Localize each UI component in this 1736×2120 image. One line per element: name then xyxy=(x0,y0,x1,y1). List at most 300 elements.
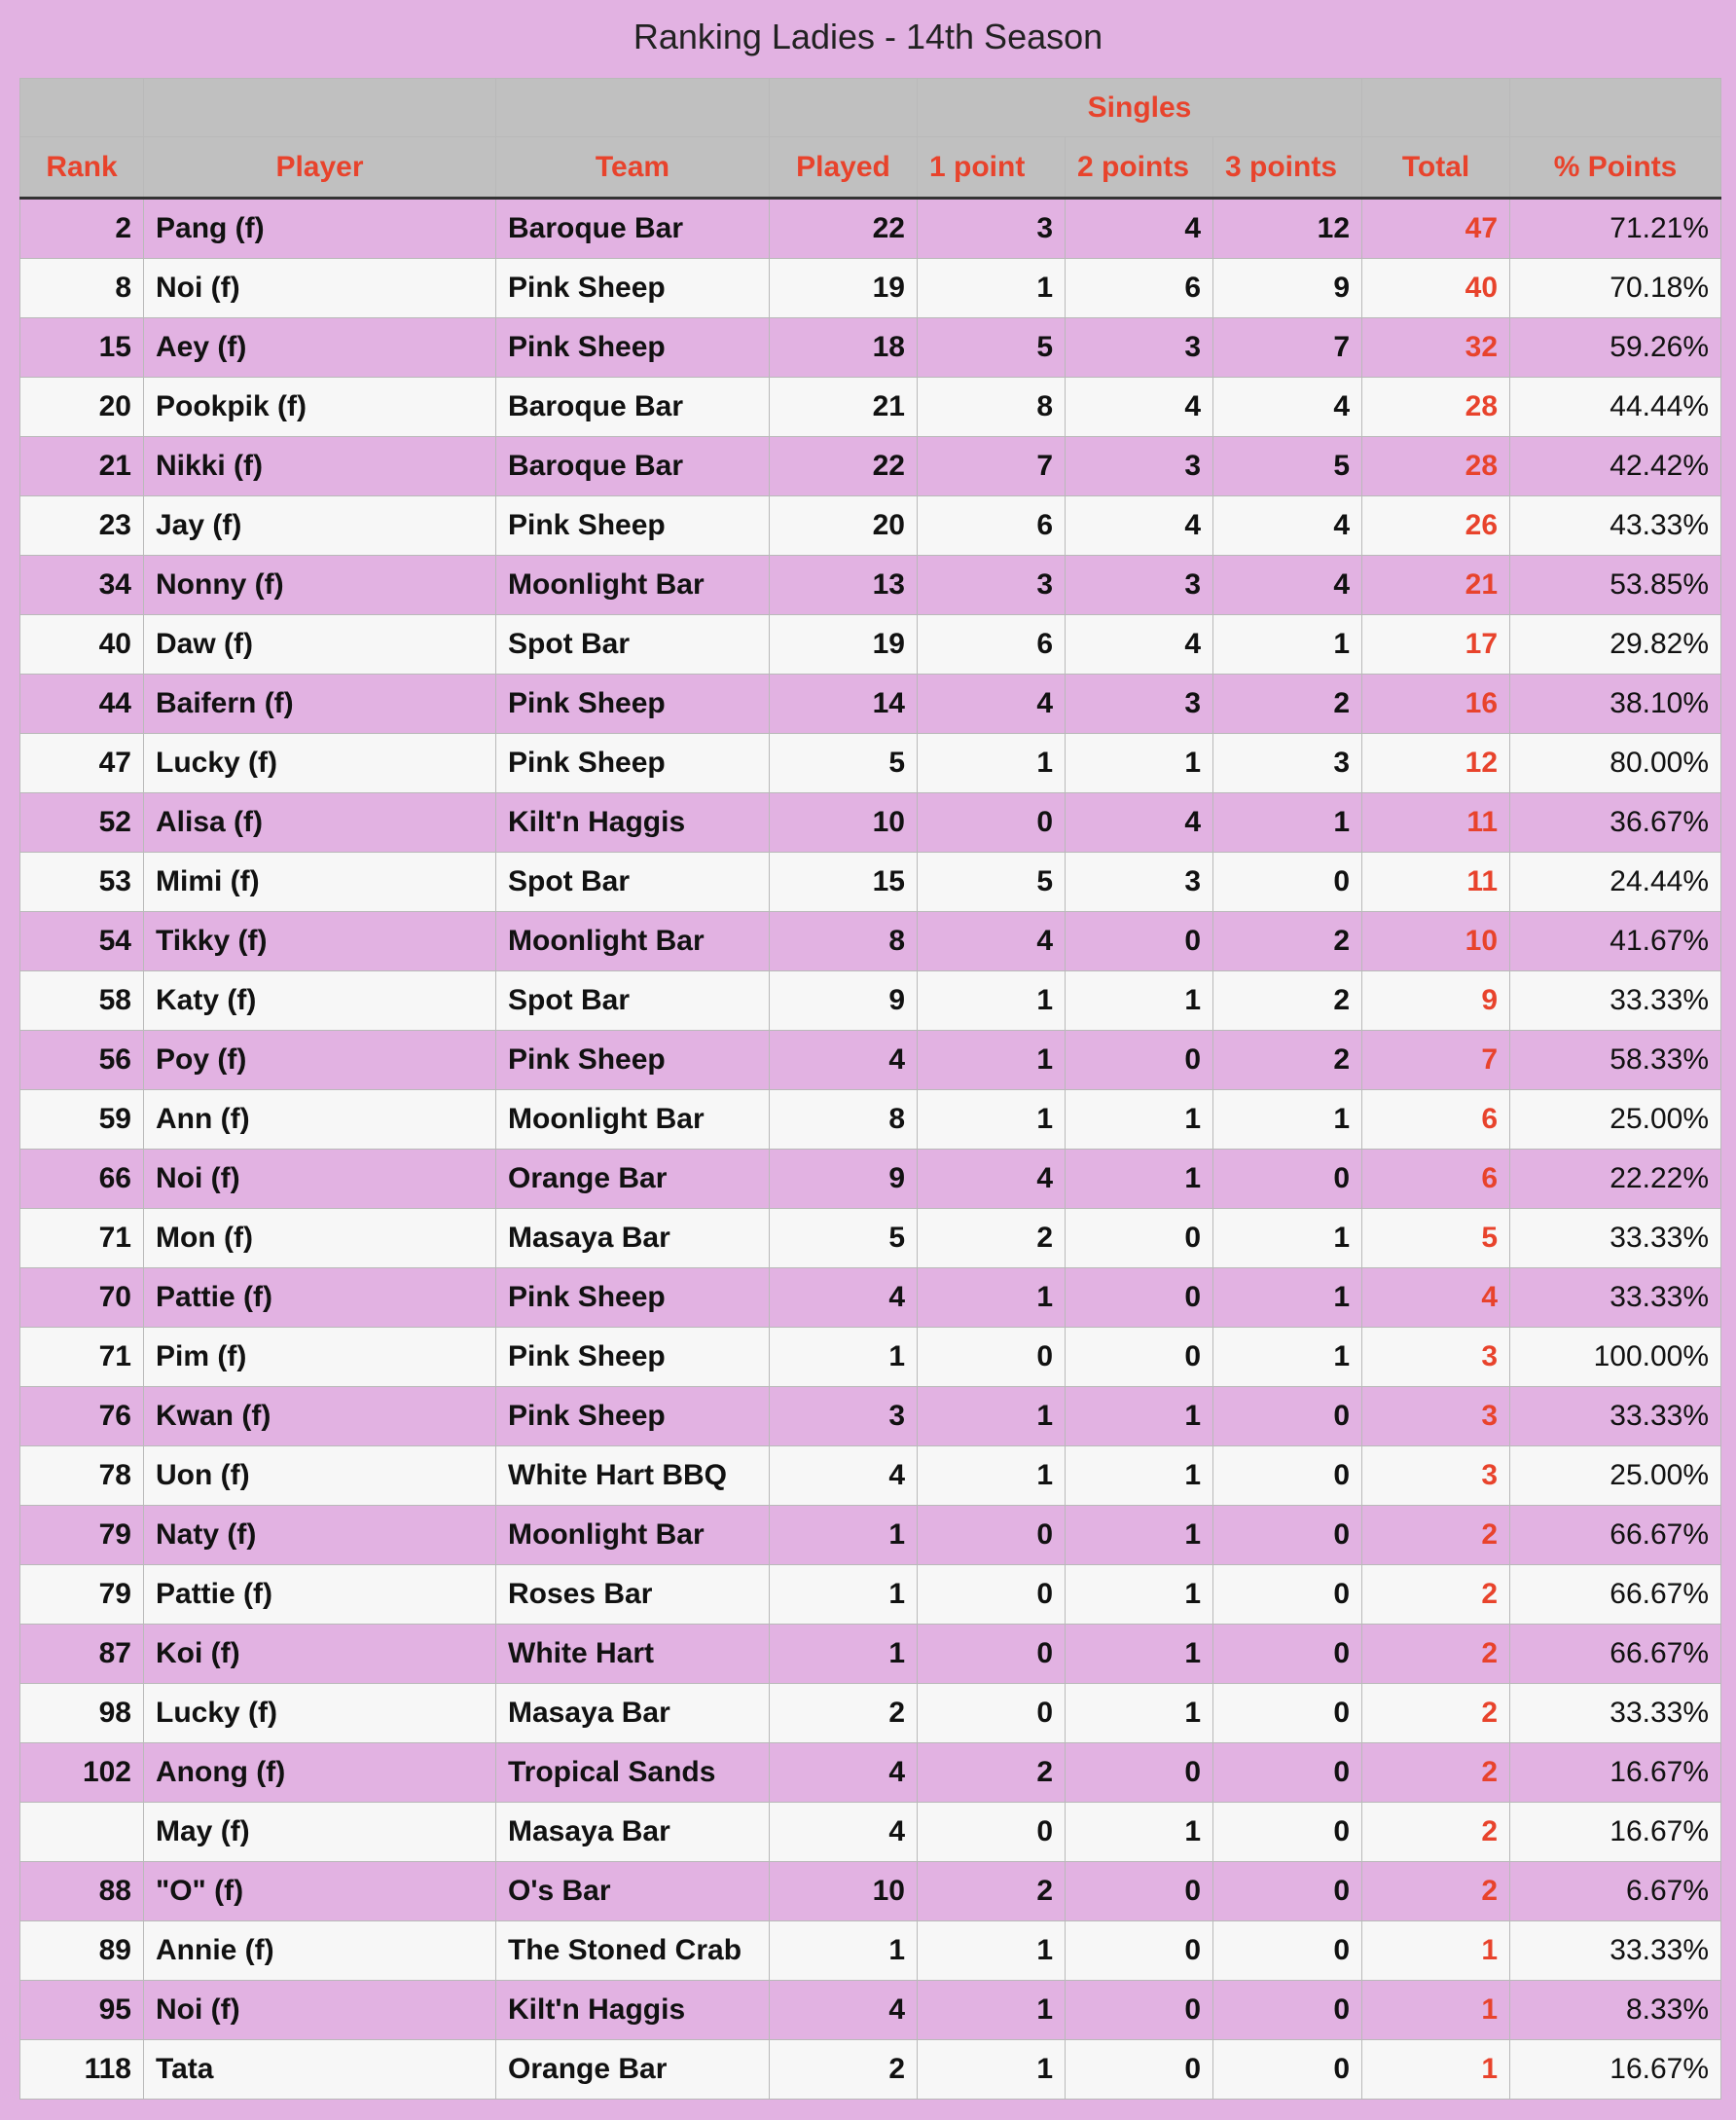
rank-cell: 95 xyxy=(20,1981,144,2040)
player-cell: Jay (f) xyxy=(144,496,496,556)
rank-cell: 58 xyxy=(20,971,144,1031)
header-blank xyxy=(144,79,496,137)
player-cell: Pattie (f) xyxy=(144,1268,496,1328)
header-blank xyxy=(20,79,144,137)
player-cell: Koi (f) xyxy=(144,1625,496,1684)
played-cell: 22 xyxy=(770,199,918,259)
two-points-cell: 1 xyxy=(1066,1506,1213,1565)
two-points-cell: 4 xyxy=(1066,793,1213,853)
pct-points-cell: 16.67% xyxy=(1510,2040,1721,2100)
team-cell: Baroque Bar xyxy=(496,437,770,496)
pct-points-cell: 25.00% xyxy=(1510,1090,1721,1150)
played-cell: 8 xyxy=(770,1090,918,1150)
header-blank xyxy=(496,79,770,137)
table-row xyxy=(20,1803,1721,1862)
table-row xyxy=(20,1921,1721,1981)
table-row xyxy=(20,1090,1721,1150)
total-cell: 2 xyxy=(1362,1625,1510,1684)
played-cell: 2 xyxy=(770,2040,918,2100)
one-point-cell: 4 xyxy=(918,912,1066,971)
two-points-cell: 4 xyxy=(1066,615,1213,675)
rank-cell: 8 xyxy=(20,259,144,318)
table-body xyxy=(20,199,1721,2100)
pct-points-cell: 33.33% xyxy=(1510,971,1721,1031)
table-row xyxy=(20,1446,1721,1506)
one-point-cell: 5 xyxy=(918,853,1066,912)
played-cell: 14 xyxy=(770,675,918,734)
three-points-cell: 4 xyxy=(1213,496,1362,556)
three-points-cell: 0 xyxy=(1213,1446,1362,1506)
played-cell: 9 xyxy=(770,971,918,1031)
two-points-cell: 0 xyxy=(1066,1328,1213,1387)
three-points-cell: 1 xyxy=(1213,1209,1362,1268)
three-points-cell: 5 xyxy=(1213,437,1362,496)
table-row xyxy=(20,1506,1721,1565)
two-points-cell: 3 xyxy=(1066,437,1213,496)
table-row xyxy=(20,675,1721,734)
page-title: Ranking Ladies - 14th Season xyxy=(633,17,1103,56)
table-row xyxy=(20,1387,1721,1446)
played-cell: 8 xyxy=(770,912,918,971)
pct-points-cell: 59.26% xyxy=(1510,318,1721,378)
table-row xyxy=(20,2040,1721,2100)
two-points-cell: 3 xyxy=(1066,556,1213,615)
one-point-cell: 1 xyxy=(918,971,1066,1031)
pct-points-cell: 29.82% xyxy=(1510,615,1721,675)
total-cell: 1 xyxy=(1362,1921,1510,1981)
total-cell: 17 xyxy=(1362,615,1510,675)
three-points-cell: 2 xyxy=(1213,971,1362,1031)
total-cell: 7 xyxy=(1362,1031,1510,1090)
pct-points-cell: 42.42% xyxy=(1510,437,1721,496)
three-points-cell: 7 xyxy=(1213,318,1362,378)
rank-cell: 59 xyxy=(20,1090,144,1150)
three-points-cell: 2 xyxy=(1213,912,1362,971)
rank-cell: 98 xyxy=(20,1684,144,1743)
three-points-cell: 1 xyxy=(1213,1328,1362,1387)
three-points-cell: 1 xyxy=(1213,615,1362,675)
one-point-cell: 4 xyxy=(918,675,1066,734)
two-points-cell: 1 xyxy=(1066,1625,1213,1684)
player-cell: Noi (f) xyxy=(144,259,496,318)
two-points-cell: 1 xyxy=(1066,971,1213,1031)
total-cell: 32 xyxy=(1362,318,1510,378)
player-cell: Tata xyxy=(144,2040,496,2100)
column-header-1-point: 1 point xyxy=(918,137,1066,199)
three-points-cell: 0 xyxy=(1213,1862,1362,1921)
team-cell: Pink Sheep xyxy=(496,318,770,378)
header-singles: Singles xyxy=(918,79,1362,137)
three-points-cell: 0 xyxy=(1213,1803,1362,1862)
two-points-cell: 0 xyxy=(1066,1743,1213,1803)
rank-cell: 54 xyxy=(20,912,144,971)
team-cell: Pink Sheep xyxy=(496,259,770,318)
three-points-cell: 0 xyxy=(1213,1981,1362,2040)
one-point-cell: 0 xyxy=(918,1684,1066,1743)
three-points-cell: 3 xyxy=(1213,734,1362,793)
three-points-cell: 4 xyxy=(1213,378,1362,437)
table-row xyxy=(20,1328,1721,1387)
one-point-cell: 1 xyxy=(918,734,1066,793)
total-cell: 21 xyxy=(1362,556,1510,615)
pct-points-cell: 41.67% xyxy=(1510,912,1721,971)
one-point-cell: 1 xyxy=(918,1921,1066,1981)
table-row xyxy=(20,912,1721,971)
table-row xyxy=(20,318,1721,378)
table-row xyxy=(20,793,1721,853)
one-point-cell: 3 xyxy=(918,556,1066,615)
team-cell: Pink Sheep xyxy=(496,734,770,793)
one-point-cell: 1 xyxy=(918,1981,1066,2040)
rank-cell: 15 xyxy=(20,318,144,378)
table-row xyxy=(20,1209,1721,1268)
player-cell: Noi (f) xyxy=(144,1981,496,2040)
one-point-cell: 1 xyxy=(918,1090,1066,1150)
pct-points-cell: 33.33% xyxy=(1510,1387,1721,1446)
player-cell: Mimi (f) xyxy=(144,853,496,912)
total-cell: 11 xyxy=(1362,853,1510,912)
player-cell: Alisa (f) xyxy=(144,793,496,853)
two-points-cell: 4 xyxy=(1066,496,1213,556)
rank-cell: 70 xyxy=(20,1268,144,1328)
player-cell: Uon (f) xyxy=(144,1446,496,1506)
table-row xyxy=(20,1625,1721,1684)
column-header-2-points: 2 points xyxy=(1066,137,1213,199)
team-cell: Tropical Sands xyxy=(496,1743,770,1803)
three-points-cell: 12 xyxy=(1213,199,1362,259)
two-points-cell: 1 xyxy=(1066,734,1213,793)
player-cell: Lucky (f) xyxy=(144,734,496,793)
one-point-cell: 1 xyxy=(918,1031,1066,1090)
pct-points-cell: 53.85% xyxy=(1510,556,1721,615)
team-cell: Masaya Bar xyxy=(496,1209,770,1268)
total-cell: 3 xyxy=(1362,1446,1510,1506)
total-cell: 10 xyxy=(1362,912,1510,971)
total-cell: 6 xyxy=(1362,1150,1510,1209)
rank-cell: 66 xyxy=(20,1150,144,1209)
three-points-cell: 0 xyxy=(1213,1565,1362,1625)
team-cell: Pink Sheep xyxy=(496,1268,770,1328)
two-points-cell: 4 xyxy=(1066,378,1213,437)
played-cell: 21 xyxy=(770,378,918,437)
played-cell: 5 xyxy=(770,1209,918,1268)
played-cell: 19 xyxy=(770,259,918,318)
pct-points-cell: 6.67% xyxy=(1510,1862,1721,1921)
rank-cell: 53 xyxy=(20,853,144,912)
total-cell: 47 xyxy=(1362,199,1510,259)
played-cell: 1 xyxy=(770,1625,918,1684)
total-cell: 40 xyxy=(1362,259,1510,318)
one-point-cell: 7 xyxy=(918,437,1066,496)
team-cell: Roses Bar xyxy=(496,1565,770,1625)
one-point-cell: 2 xyxy=(918,1209,1066,1268)
player-cell: Ann (f) xyxy=(144,1090,496,1150)
three-points-cell: 0 xyxy=(1213,1921,1362,1981)
pct-points-cell: 25.00% xyxy=(1510,1446,1721,1506)
team-cell: Spot Bar xyxy=(496,853,770,912)
played-cell: 3 xyxy=(770,1387,918,1446)
one-point-cell: 0 xyxy=(918,1565,1066,1625)
player-cell: Katy (f) xyxy=(144,971,496,1031)
two-points-cell: 0 xyxy=(1066,912,1213,971)
one-point-cell: 0 xyxy=(918,793,1066,853)
played-cell: 9 xyxy=(770,1150,918,1209)
player-cell: Pattie (f) xyxy=(144,1565,496,1625)
table-row xyxy=(20,1862,1721,1921)
team-cell: Spot Bar xyxy=(496,615,770,675)
rank-cell: 71 xyxy=(20,1328,144,1387)
played-cell: 13 xyxy=(770,556,918,615)
rank-cell: 76 xyxy=(20,1387,144,1446)
pct-points-cell: 33.33% xyxy=(1510,1268,1721,1328)
team-cell: Pink Sheep xyxy=(496,675,770,734)
one-point-cell: 0 xyxy=(918,1803,1066,1862)
one-point-cell: 6 xyxy=(918,496,1066,556)
team-cell: Kilt'n Haggis xyxy=(496,1981,770,2040)
two-points-cell: 3 xyxy=(1066,318,1213,378)
column-header-total: Total xyxy=(1362,137,1510,199)
pct-points-cell: 33.33% xyxy=(1510,1209,1721,1268)
three-points-cell: 0 xyxy=(1213,1506,1362,1565)
pct-points-cell: 100.00% xyxy=(1510,1328,1721,1387)
player-cell: Tikky (f) xyxy=(144,912,496,971)
table-row xyxy=(20,378,1721,437)
three-points-cell: 2 xyxy=(1213,1031,1362,1090)
player-cell: Pookpik (f) xyxy=(144,378,496,437)
played-cell: 4 xyxy=(770,1743,918,1803)
column-header-player: Player xyxy=(144,137,496,199)
rank-cell xyxy=(20,1803,144,1862)
table-row xyxy=(20,259,1721,318)
team-cell: Masaya Bar xyxy=(496,1684,770,1743)
table-row xyxy=(20,199,1721,259)
three-points-cell: 1 xyxy=(1213,1268,1362,1328)
total-cell: 1 xyxy=(1362,2040,1510,2100)
one-point-cell: 1 xyxy=(918,1387,1066,1446)
one-point-cell: 0 xyxy=(918,1506,1066,1565)
header-blank xyxy=(1362,79,1510,137)
player-cell: Noi (f) xyxy=(144,1150,496,1209)
player-cell: Nonny (f) xyxy=(144,556,496,615)
team-cell: Spot Bar xyxy=(496,971,770,1031)
three-points-cell: 9 xyxy=(1213,259,1362,318)
total-cell: 3 xyxy=(1362,1387,1510,1446)
played-cell: 5 xyxy=(770,734,918,793)
played-cell: 4 xyxy=(770,1268,918,1328)
rank-cell: 118 xyxy=(20,2040,144,2100)
player-cell: Aey (f) xyxy=(144,318,496,378)
two-points-cell: 1 xyxy=(1066,1387,1213,1446)
pct-points-cell: 66.67% xyxy=(1510,1565,1721,1625)
two-points-cell: 3 xyxy=(1066,675,1213,734)
played-cell: 22 xyxy=(770,437,918,496)
team-cell: Pink Sheep xyxy=(496,1328,770,1387)
pct-points-cell: 16.67% xyxy=(1510,1743,1721,1803)
pct-points-cell: 43.33% xyxy=(1510,496,1721,556)
table-row xyxy=(20,615,1721,675)
two-points-cell: 0 xyxy=(1066,1862,1213,1921)
pct-points-cell: 71.21% xyxy=(1510,199,1721,259)
pct-points-cell: 16.67% xyxy=(1510,1803,1721,1862)
pct-points-cell: 33.33% xyxy=(1510,1684,1721,1743)
one-point-cell: 1 xyxy=(918,1268,1066,1328)
pct-points-cell: 80.00% xyxy=(1510,734,1721,793)
rank-cell: 79 xyxy=(20,1565,144,1625)
two-points-cell: 0 xyxy=(1066,1981,1213,2040)
three-points-cell: 2 xyxy=(1213,675,1362,734)
table-row xyxy=(20,971,1721,1031)
total-cell: 6 xyxy=(1362,1090,1510,1150)
one-point-cell: 0 xyxy=(918,1328,1066,1387)
rank-cell: 87 xyxy=(20,1625,144,1684)
team-cell: Moonlight Bar xyxy=(496,1506,770,1565)
player-cell: Annie (f) xyxy=(144,1921,496,1981)
rank-cell: 102 xyxy=(20,1743,144,1803)
table-row xyxy=(20,496,1721,556)
played-cell: 1 xyxy=(770,1328,918,1387)
rank-cell: 40 xyxy=(20,615,144,675)
team-cell: Baroque Bar xyxy=(496,199,770,259)
total-cell: 28 xyxy=(1362,437,1510,496)
two-points-cell: 1 xyxy=(1066,1684,1213,1743)
total-cell: 4 xyxy=(1362,1268,1510,1328)
rank-cell: 34 xyxy=(20,556,144,615)
one-point-cell: 4 xyxy=(918,1150,1066,1209)
played-cell: 4 xyxy=(770,1446,918,1506)
played-cell: 15 xyxy=(770,853,918,912)
pct-points-cell: 36.67% xyxy=(1510,793,1721,853)
total-cell: 16 xyxy=(1362,675,1510,734)
table-row xyxy=(20,437,1721,496)
three-points-cell: 0 xyxy=(1213,1150,1362,1209)
total-cell: 2 xyxy=(1362,1506,1510,1565)
table-row xyxy=(20,1981,1721,2040)
total-cell: 2 xyxy=(1362,1862,1510,1921)
played-cell: 10 xyxy=(770,793,918,853)
played-cell: 4 xyxy=(770,1981,918,2040)
total-cell: 12 xyxy=(1362,734,1510,793)
table-row xyxy=(20,1565,1721,1625)
rank-cell: 78 xyxy=(20,1446,144,1506)
team-cell: Moonlight Bar xyxy=(496,556,770,615)
rank-cell: 56 xyxy=(20,1031,144,1090)
total-cell: 1 xyxy=(1362,1981,1510,2040)
team-cell: Pink Sheep xyxy=(496,1031,770,1090)
column-header-pct-points: % Points xyxy=(1510,137,1721,199)
total-cell: 11 xyxy=(1362,793,1510,853)
team-cell: White Hart xyxy=(496,1625,770,1684)
column-header-played: Played xyxy=(770,137,918,199)
pct-points-cell: 58.33% xyxy=(1510,1031,1721,1090)
team-cell: Moonlight Bar xyxy=(496,912,770,971)
total-cell: 9 xyxy=(1362,971,1510,1031)
total-cell: 5 xyxy=(1362,1209,1510,1268)
team-cell: Orange Bar xyxy=(496,1150,770,1209)
column-header-3-points: 3 points xyxy=(1213,137,1362,199)
two-points-cell: 1 xyxy=(1066,1803,1213,1862)
three-points-cell: 1 xyxy=(1213,793,1362,853)
table-row xyxy=(20,1268,1721,1328)
header-blank xyxy=(770,79,918,137)
player-cell: Poy (f) xyxy=(144,1031,496,1090)
player-cell: Anong (f) xyxy=(144,1743,496,1803)
three-points-cell: 4 xyxy=(1213,556,1362,615)
three-points-cell: 0 xyxy=(1213,2040,1362,2100)
table-row xyxy=(20,1684,1721,1743)
played-cell: 18 xyxy=(770,318,918,378)
column-header-team: Team xyxy=(496,137,770,199)
team-cell: O's Bar xyxy=(496,1862,770,1921)
team-cell: The Stoned Crab xyxy=(496,1921,770,1981)
total-cell: 2 xyxy=(1362,1565,1510,1625)
player-cell: May (f) xyxy=(144,1803,496,1862)
column-header-rank: Rank xyxy=(20,137,144,199)
team-cell: Kilt'n Haggis xyxy=(496,793,770,853)
two-points-cell: 0 xyxy=(1066,1209,1213,1268)
three-points-cell: 0 xyxy=(1213,1625,1362,1684)
three-points-cell: 0 xyxy=(1213,1743,1362,1803)
player-cell: Baifern (f) xyxy=(144,675,496,734)
pct-points-cell: 38.10% xyxy=(1510,675,1721,734)
played-cell: 4 xyxy=(770,1803,918,1862)
player-cell: Daw (f) xyxy=(144,615,496,675)
played-cell: 4 xyxy=(770,1031,918,1090)
total-cell: 28 xyxy=(1362,378,1510,437)
player-cell: Naty (f) xyxy=(144,1506,496,1565)
pct-points-cell: 8.33% xyxy=(1510,1981,1721,2040)
rank-cell: 89 xyxy=(20,1921,144,1981)
played-cell: 19 xyxy=(770,615,918,675)
pct-points-cell: 33.33% xyxy=(1510,1921,1721,1981)
table-row xyxy=(20,1743,1721,1803)
table-row xyxy=(20,853,1721,912)
three-points-cell: 0 xyxy=(1213,1387,1362,1446)
played-cell: 1 xyxy=(770,1921,918,1981)
three-points-cell: 1 xyxy=(1213,1090,1362,1150)
rank-cell: 79 xyxy=(20,1506,144,1565)
rank-cell: 52 xyxy=(20,793,144,853)
team-cell: Pink Sheep xyxy=(496,496,770,556)
rank-cell: 20 xyxy=(20,378,144,437)
rank-cell: 21 xyxy=(20,437,144,496)
two-points-cell: 1 xyxy=(1066,1090,1213,1150)
player-cell: Nikki (f) xyxy=(144,437,496,496)
player-cell: Kwan (f) xyxy=(144,1387,496,1446)
team-cell: Orange Bar xyxy=(496,2040,770,2100)
player-cell: Pim (f) xyxy=(144,1328,496,1387)
two-points-cell: 0 xyxy=(1066,1921,1213,1981)
one-point-cell: 1 xyxy=(918,2040,1066,2100)
player-cell: Pang (f) xyxy=(144,199,496,259)
two-points-cell: 0 xyxy=(1066,1031,1213,1090)
total-cell: 2 xyxy=(1362,1803,1510,1862)
table-row xyxy=(20,1150,1721,1209)
played-cell: 20 xyxy=(770,496,918,556)
player-cell: "O" (f) xyxy=(144,1862,496,1921)
table-header xyxy=(20,79,1721,199)
team-cell: Pink Sheep xyxy=(496,1387,770,1446)
player-cell: Lucky (f) xyxy=(144,1684,496,1743)
total-cell: 2 xyxy=(1362,1684,1510,1743)
one-point-cell: 8 xyxy=(918,378,1066,437)
table-row xyxy=(20,1031,1721,1090)
three-points-cell: 0 xyxy=(1213,1684,1362,1743)
pct-points-cell: 24.44% xyxy=(1510,853,1721,912)
three-points-cell: 0 xyxy=(1213,853,1362,912)
rank-cell: 47 xyxy=(20,734,144,793)
total-cell: 3 xyxy=(1362,1328,1510,1387)
two-points-cell: 1 xyxy=(1066,1150,1213,1209)
